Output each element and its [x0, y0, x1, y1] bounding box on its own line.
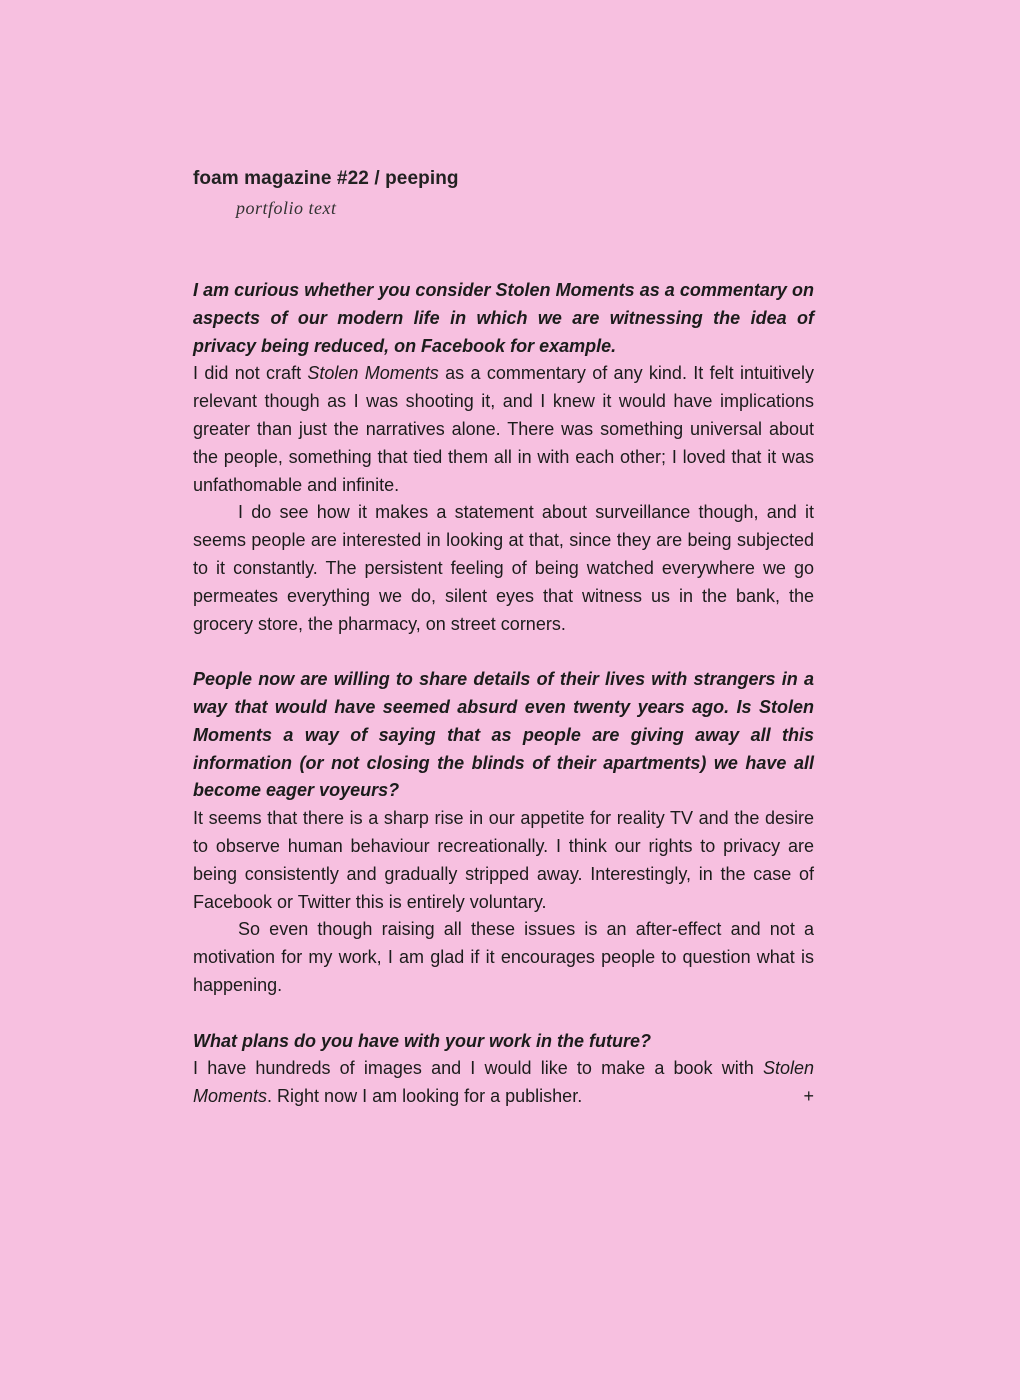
answer-1-text-a: I did not craft — [193, 363, 308, 384]
section-gap — [193, 1000, 814, 1028]
answer-3-text-a: I have hundreds of images and I would like to make a book with — [193, 1058, 763, 1079]
answer-3-title: Stolen Moments — [193, 1058, 814, 1107]
magazine-title: foam magazine #22 / peeping — [193, 168, 459, 189]
answer-1-para-1 — [193, 360, 814, 499]
question-2: People now are willing to share details of their lives with strangers in a way that would have seemed absurd even twenty years ago. Is Stolen Moments a way of saying that as people are giving away all this information (or not closing the blinds of their apartments) we have all become eager voyeurs? — [193, 669, 814, 801]
answer-1-para-2: I do see how it makes a statement about surveillance though, and it seems people are interested in looking at that, since they are being subjected to it constantly. The persistent feeling of being watched everywhere we go permeates everything we do, silent eyes that witness us in the bank, the grocery store, the pharmacy, on street corners. — [193, 502, 814, 634]
article-body — [193, 277, 814, 1111]
answer-3-text-b: . Right now I am looking for a publisher. — [267, 1086, 583, 1107]
end-mark-icon: + — [803, 1086, 814, 1107]
answer-1-title: Stolen Moments — [307, 363, 439, 384]
answer-3 — [193, 1055, 814, 1111]
question-1: I am curious whether you consider Stolen Moments as a commentary on aspects of our modern life in which we are witnessing the idea of privacy being reduced, on Facebook for example. — [193, 280, 814, 356]
section-gap — [193, 638, 814, 666]
question-3: What plans do you have with your work in the future? — [193, 1030, 652, 1051]
section-subtitle: portfolio text — [236, 198, 337, 218]
answer-2-para-2: So even though raising all these issues is an after-effect and not a motivation for my work, I am glad if it encourages people to question what is happening. — [193, 919, 814, 995]
answer-1-text-b: as a commentary of any kind. It felt intuitively relevant though as I was shooting it, and I knew it would have implications greater than just the narratives alone. There was something universal about the people, something that tied them all in with each other; I loved that it was unfathomable and infinite. — [193, 363, 815, 495]
answer-2-para-1: It seems that there is a sharp rise in our appetite for reality TV and the desire to observe human behaviour recreationally. I think our rights to privacy are being consistently and gradually stripped away. Interestingly, in the case of Facebook or Twitter this is entirely voluntary. — [193, 808, 814, 912]
